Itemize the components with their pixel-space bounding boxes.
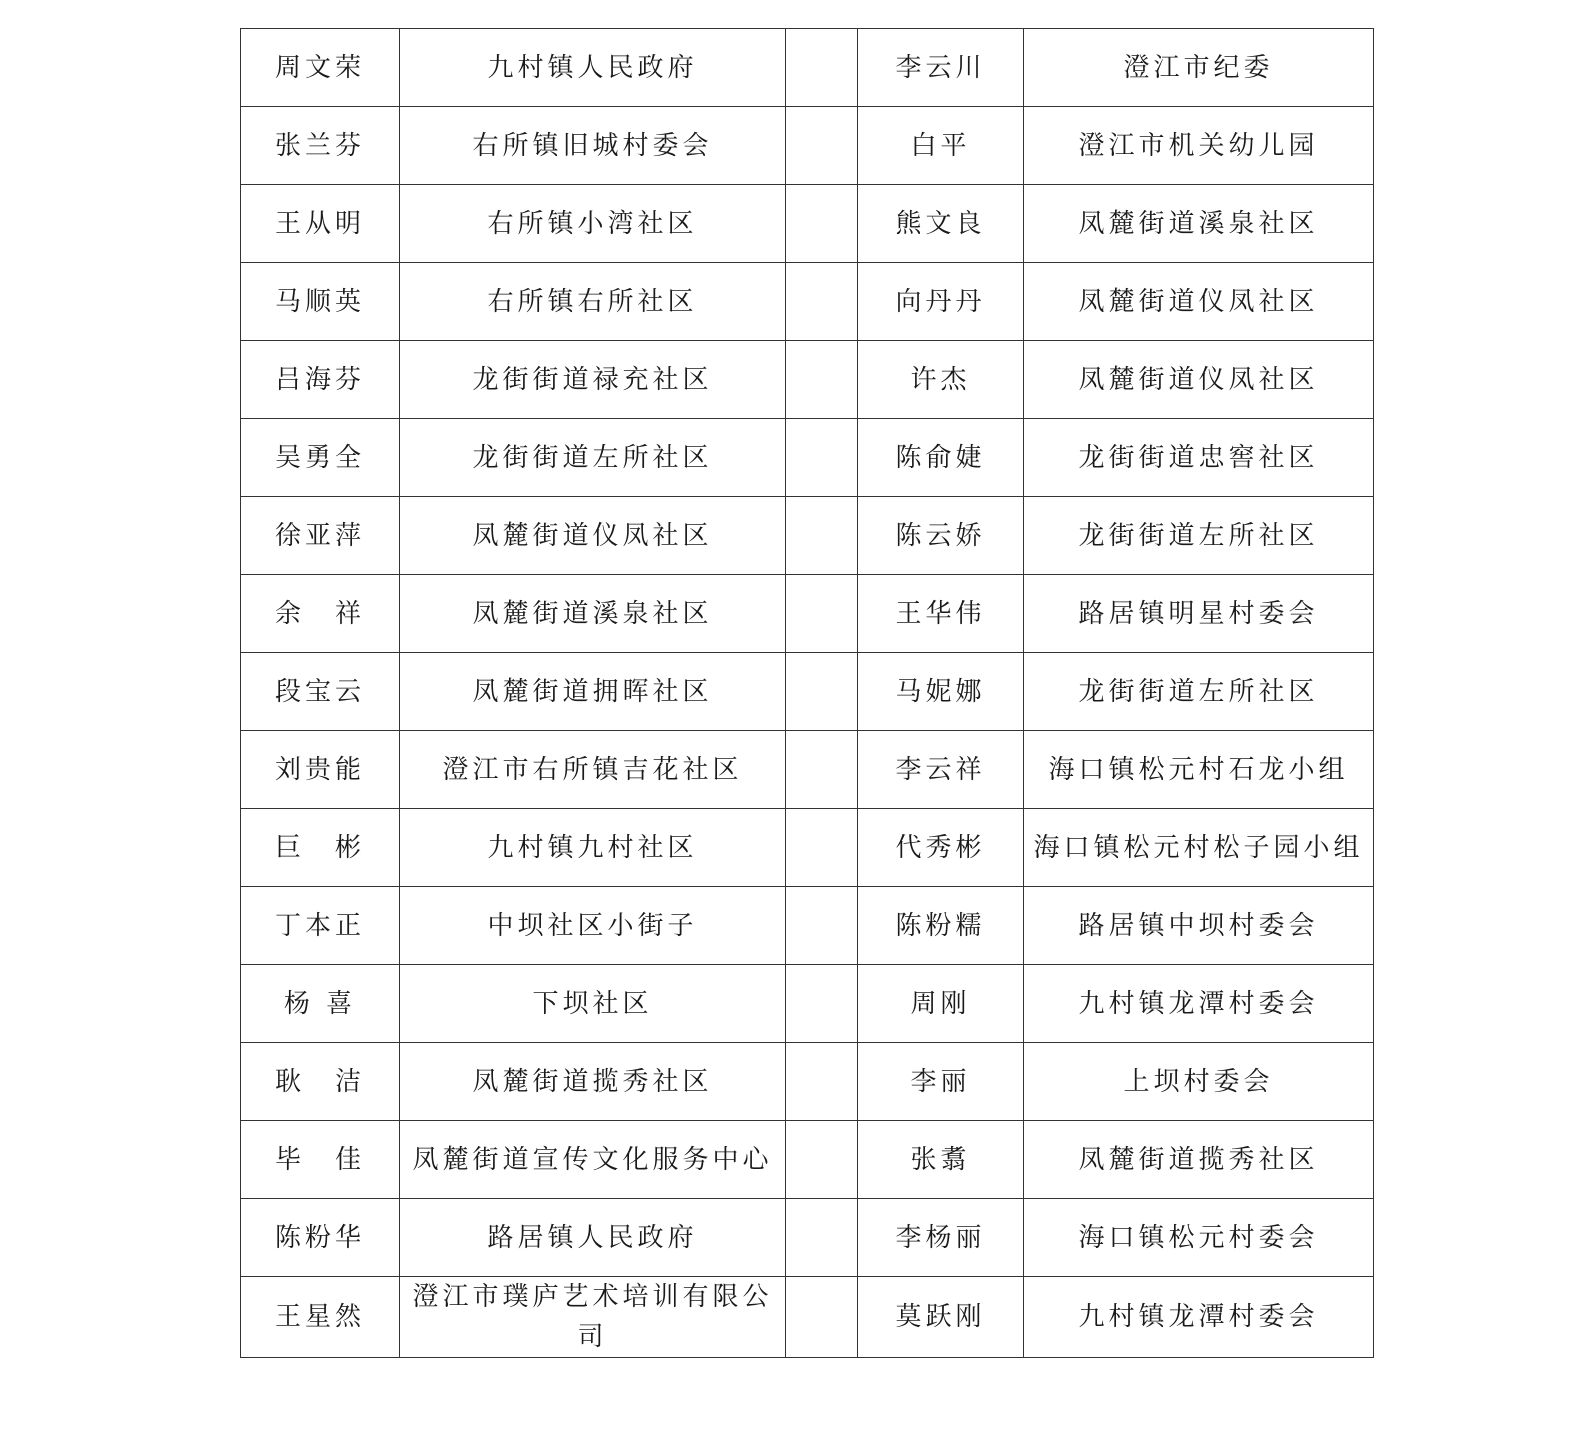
table-row — [241, 653, 1374, 731]
empty-cell — [786, 29, 858, 107]
name-cell-right: 许杰 — [858, 341, 1024, 419]
table-row — [241, 887, 1374, 965]
name-cell-right: 代秀彬 — [858, 809, 1024, 887]
org-cell-right: 上坝村委会 — [1024, 1043, 1374, 1121]
name-cell-right: 莫跃刚 — [858, 1277, 1024, 1358]
table-row — [241, 809, 1374, 887]
name-cell-left: 巨 彬 — [241, 809, 400, 887]
table-row — [241, 497, 1374, 575]
name-cell-right: 马妮娜 — [858, 653, 1024, 731]
org-cell-left: 凤麓街道宣传文化服务中心 — [400, 1121, 786, 1199]
name-cell-right: 向丹丹 — [858, 263, 1024, 341]
table-row — [241, 29, 1374, 107]
empty-cell — [786, 575, 858, 653]
name-cell-right: 李云川 — [858, 29, 1024, 107]
name-cell-right: 熊文良 — [858, 185, 1024, 263]
name-cell-left: 徐亚萍 — [241, 497, 400, 575]
empty-cell — [786, 965, 858, 1043]
org-cell-left: 凤麓街道溪泉社区 — [400, 575, 786, 653]
name-cell-left: 余 祥 — [241, 575, 400, 653]
empty-cell — [786, 653, 858, 731]
org-cell-right: 龙街街道忠窖社区 — [1024, 419, 1374, 497]
name-cell-right: 陈云娇 — [858, 497, 1024, 575]
org-cell-right: 路居镇中坝村委会 — [1024, 887, 1374, 965]
org-cell-right: 龙街街道左所社区 — [1024, 653, 1374, 731]
name-cell-left: 段宝云 — [241, 653, 400, 731]
empty-cell — [786, 497, 858, 575]
org-cell-left: 九村镇九村社区 — [400, 809, 786, 887]
table-row — [241, 419, 1374, 497]
name-cell-right: 李云祥 — [858, 731, 1024, 809]
org-cell-left: 路居镇人民政府 — [400, 1199, 786, 1277]
org-cell-right: 九村镇龙潭村委会 — [1024, 1277, 1374, 1358]
org-cell-right: 海口镇松元村委会 — [1024, 1199, 1374, 1277]
org-cell-right: 凤麓街道揽秀社区 — [1024, 1121, 1374, 1199]
name-cell-left: 王从明 — [241, 185, 400, 263]
name-cell-right: 陈粉糯 — [858, 887, 1024, 965]
empty-cell — [786, 1121, 858, 1199]
name-cell-left: 陈粉华 — [241, 1199, 400, 1277]
org-cell-left: 下坝社区 — [400, 965, 786, 1043]
name-cell-left: 吴勇全 — [241, 419, 400, 497]
org-cell-right: 九村镇龙潭村委会 — [1024, 965, 1374, 1043]
org-cell-left: 中坝社区小街子 — [400, 887, 786, 965]
empty-cell — [786, 887, 858, 965]
table-row — [241, 107, 1374, 185]
table-row — [241, 341, 1374, 419]
org-cell-left: 凤麓街道拥晖社区 — [400, 653, 786, 731]
empty-cell — [786, 185, 858, 263]
org-cell-right: 路居镇明星村委会 — [1024, 575, 1374, 653]
org-cell-right: 海口镇松元村松子园小组 — [1024, 809, 1374, 887]
table-row — [241, 965, 1374, 1043]
empty-cell — [786, 1199, 858, 1277]
org-cell-right: 凤麓街道溪泉社区 — [1024, 185, 1374, 263]
roster-body — [241, 29, 1374, 1358]
org-cell-left: 右所镇右所社区 — [400, 263, 786, 341]
empty-cell — [786, 731, 858, 809]
table-row — [241, 1277, 1374, 1358]
name-cell-left: 耿 洁 — [241, 1043, 400, 1121]
empty-cell — [786, 341, 858, 419]
name-cell-left: 周文荣 — [241, 29, 400, 107]
org-cell-left: 澄江市璞庐艺术培训有限公司 — [400, 1277, 786, 1358]
name-cell-left: 杨 喜 — [241, 965, 400, 1043]
name-cell-left: 张兰芬 — [241, 107, 400, 185]
org-cell-right: 凤麓街道仪凤社区 — [1024, 263, 1374, 341]
table-row — [241, 1199, 1374, 1277]
empty-cell — [786, 1043, 858, 1121]
empty-cell — [786, 107, 858, 185]
org-cell-left: 龙街街道禄充社区 — [400, 341, 786, 419]
org-cell-left: 右所镇旧城村委会 — [400, 107, 786, 185]
name-cell-right: 王华伟 — [858, 575, 1024, 653]
table-row — [241, 1043, 1374, 1121]
name-cell-left: 毕 佳 — [241, 1121, 400, 1199]
org-cell-right: 凤麓街道仪凤社区 — [1024, 341, 1374, 419]
name-cell-left: 王星然 — [241, 1277, 400, 1358]
org-cell-left: 凤麓街道仪凤社区 — [400, 497, 786, 575]
org-cell-left: 龙街街道左所社区 — [400, 419, 786, 497]
empty-cell — [786, 809, 858, 887]
table-row — [241, 731, 1374, 809]
org-cell-right: 龙街街道左所社区 — [1024, 497, 1374, 575]
roster-table — [240, 28, 1374, 1358]
name-cell-right: 李杨丽 — [858, 1199, 1024, 1277]
name-cell-right: 陈俞婕 — [858, 419, 1024, 497]
org-cell-left: 右所镇小湾社区 — [400, 185, 786, 263]
org-cell-left: 凤麓街道揽秀社区 — [400, 1043, 786, 1121]
empty-cell — [786, 1277, 858, 1358]
name-cell-right: 张翥 — [858, 1121, 1024, 1199]
name-cell-left: 丁本正 — [241, 887, 400, 965]
name-cell-left: 刘贵能 — [241, 731, 400, 809]
table-row — [241, 263, 1374, 341]
empty-cell — [786, 263, 858, 341]
empty-cell — [786, 419, 858, 497]
org-cell-left: 九村镇人民政府 — [400, 29, 786, 107]
org-cell-right: 澄江市纪委 — [1024, 29, 1374, 107]
name-cell-left: 吕海芬 — [241, 341, 400, 419]
org-cell-left: 澄江市右所镇吉花社区 — [400, 731, 786, 809]
org-cell-right: 澄江市机关幼儿园 — [1024, 107, 1374, 185]
org-cell-right: 海口镇松元村石龙小组 — [1024, 731, 1374, 809]
table-row — [241, 185, 1374, 263]
name-cell-right: 周刚 — [858, 965, 1024, 1043]
table-row — [241, 1121, 1374, 1199]
name-cell-left: 马顺英 — [241, 263, 400, 341]
name-cell-right: 白平 — [858, 107, 1024, 185]
name-cell-right: 李丽 — [858, 1043, 1024, 1121]
table-row — [241, 575, 1374, 653]
